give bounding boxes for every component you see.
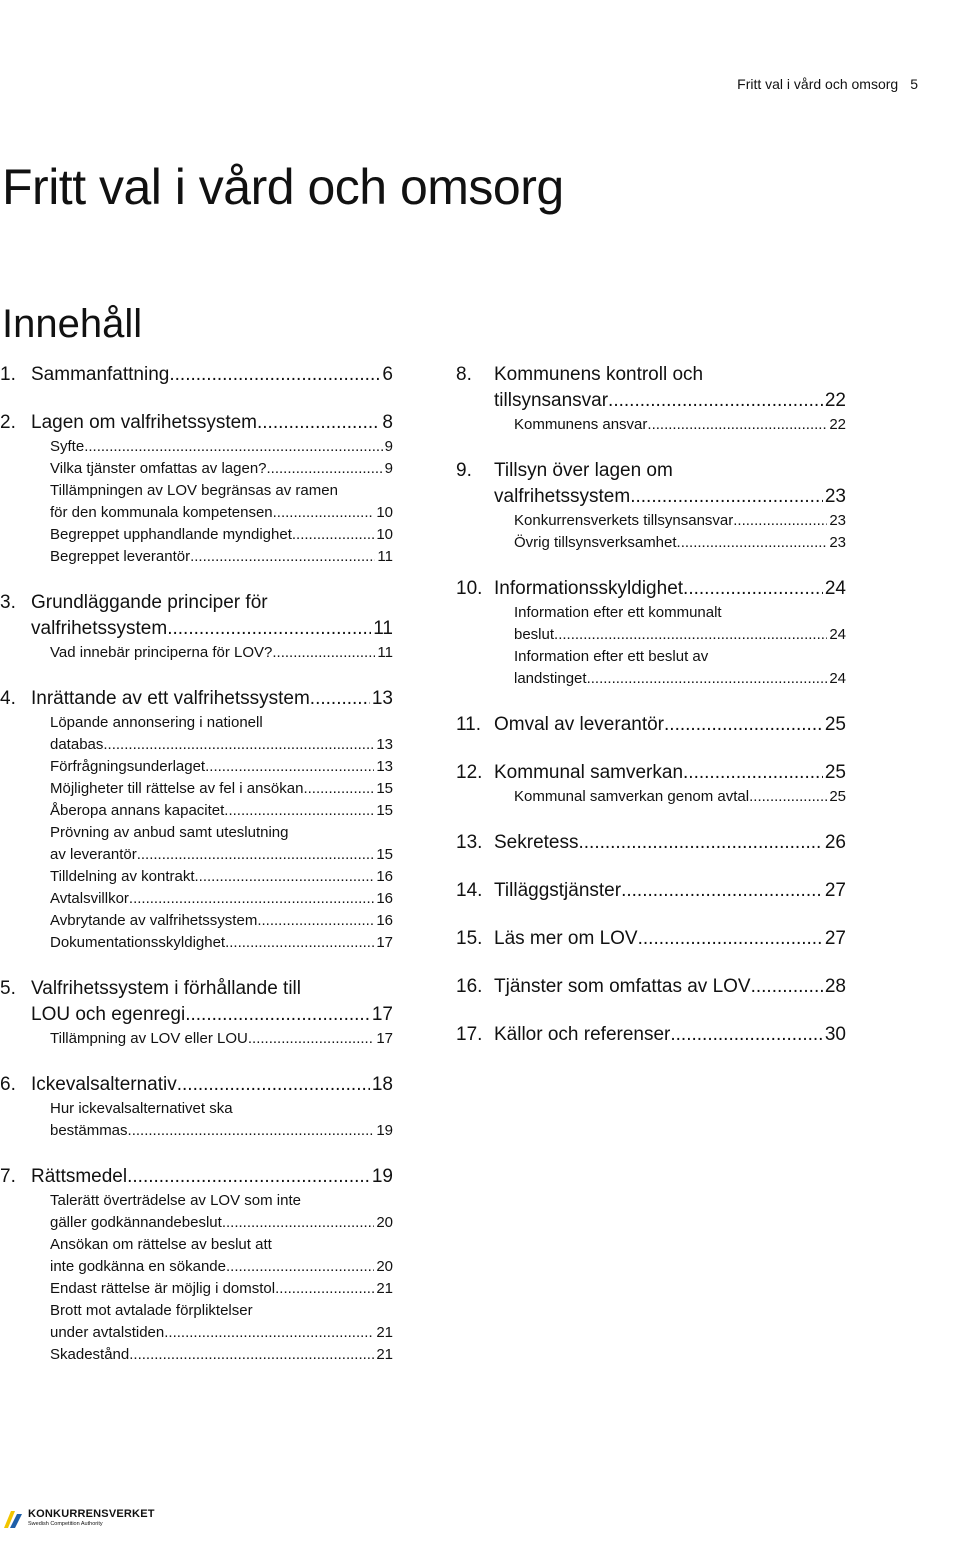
toc-section [456,974,846,1000]
toc-subentry[interactable] [50,932,393,954]
entry-text-line: databas [50,736,104,753]
toc-right-column [456,362,846,1070]
section-number: 11. [456,714,482,735]
section-number: 13. [456,832,483,853]
toc-left-column [0,362,393,1388]
entry-text-line: Brott mot avtalade förpliktelser [50,1302,253,1319]
dot-leader [103,734,374,756]
entry-text-line: Avbrytande av valfrihetssystem [50,912,258,929]
toc-entry[interactable] [31,590,393,642]
dot-leader [273,502,375,524]
entry-text-line: beslut [514,626,555,643]
toc-section [456,830,846,856]
toc-subentry[interactable] [50,1300,393,1344]
toc-section [456,760,846,808]
section-number: 5. [0,978,16,999]
dot-leader [587,668,828,690]
dot-leader [683,760,823,786]
toc-subentries [50,1190,393,1366]
logo-subtitle: Swedish Competition Authority [28,1521,103,1527]
entry-text-line: Läs mer om LOV [494,928,638,949]
entry-text-line: Löpande annonsering i nationell [50,714,263,731]
entry-text-line: Sekretess [494,832,579,853]
entry-text-line: Prövning av anbud samt uteslutning [50,824,289,841]
entry-page-number: 16 [376,868,393,885]
dot-leader [226,1256,374,1278]
entry-text-line: Tilldelning av kontrakt [50,868,195,885]
toc-subentry[interactable] [50,822,393,866]
document-title: Fritt val i vård och omsorg [2,159,564,215]
entry-text-line: Lagen om valfrihetssystem [31,412,257,433]
toc-entry[interactable] [494,458,846,510]
entry-text-line: Hur ickevalsalternativet ska [50,1100,233,1117]
toc-subentry[interactable] [50,910,393,932]
entry-page-number: 30 [824,1024,846,1045]
entry-page-number: 20 [376,1214,393,1231]
toc-subentries [50,642,393,664]
dot-leader [190,546,375,568]
entry-page-number: 25 [824,762,846,783]
entry-text-line: Vad innebär principerna för LOV? [50,644,273,661]
entry-text-line: Informationsskyldighet [494,578,684,599]
toc-entry[interactable] [494,926,846,952]
entry-text-line: Kommunens kontroll och [494,364,704,385]
entry-page-number: 19 [376,1122,393,1139]
entry-page-number: 15 [376,780,393,797]
toc-section [456,878,846,904]
entry-page-number: 13 [376,758,393,775]
toc-subentry[interactable] [514,646,846,690]
toc-entry[interactable] [494,712,846,738]
entry-text-line: Kommunal samverkan [494,762,684,783]
entry-page-number: 21 [376,1346,393,1363]
entry-page-number: 18 [371,1074,393,1095]
toc-section [0,686,393,954]
dot-leader [630,484,823,510]
entry-text-line: valfrihetssystem [31,618,168,639]
section-number: 7. [0,1166,16,1187]
section-number: 17. [456,1024,483,1045]
entry-text-line: Begreppet leverantör [50,548,191,565]
entry-text-line: Rättsmedel [31,1166,128,1187]
entry-text-line: för den kommunala kompetensen [50,504,273,521]
dot-leader [608,388,823,414]
toc-subentry[interactable] [50,480,393,524]
dot-leader [554,624,827,646]
entry-page-number: 21 [376,1324,393,1341]
entry-text-line: Begreppet upphandlande myndighet [50,526,292,543]
toc-entry[interactable] [31,410,393,436]
entry-page-number: 16 [376,890,393,907]
dot-leader [129,888,374,910]
toc-entry[interactable] [494,974,846,1000]
entry-page-number: 24 [824,578,846,599]
toc-subentries [514,510,846,554]
dot-leader [751,974,823,1000]
entry-page-number: 13 [371,688,393,709]
dot-leader [749,786,827,808]
entry-page-number: 27 [824,880,846,901]
toc-subentry[interactable] [50,546,393,568]
toc-section [456,1022,846,1048]
entry-text-line: Skadestånd [50,1346,130,1363]
entry-page-number: 27 [824,928,846,949]
toc-section [0,410,393,568]
toc-subentry[interactable] [50,1190,393,1234]
toc-subentry[interactable] [50,1098,393,1142]
entry-text-line: Syfte [50,438,85,455]
toc-subentries [514,786,846,808]
dot-leader [84,436,382,458]
entry-text-line: Avtalsvillkor [50,890,129,907]
dot-leader [137,844,375,866]
dot-leader [177,1072,370,1098]
entry-text-line: Talerätt överträdelse av LOV som inte [50,1192,301,1209]
entry-page-number: 23 [824,486,846,507]
entry-text-line: LOU och egenregi [31,1004,186,1025]
toc-subentries [50,1028,393,1050]
entry-page-number: 9 [384,438,393,455]
toc-subentries [50,1098,393,1142]
entry-text-line: Information efter ett kommunalt [514,604,722,621]
entry-text-line: Grundläggande principer för [31,592,268,613]
entry-text-line: Tillämpning av LOV eller LOU [50,1030,248,1047]
entry-page-number: 10 [376,526,393,543]
section-number: 16. [456,976,483,997]
toc-subentry[interactable] [50,1278,393,1300]
toc-entry[interactable] [31,686,393,712]
dot-leader [578,830,822,856]
entry-text-line: Inrättande av ett valfrihetssystem [31,688,310,709]
toc-subentry[interactable] [50,436,393,458]
dot-leader [275,1278,374,1300]
entry-page-number: 22 [824,390,846,411]
toc-entry[interactable] [494,830,846,856]
dot-leader [225,932,374,954]
dot-leader [169,362,380,388]
dot-leader [257,910,374,932]
entry-text-line: Åberopa annans kapacitet [50,802,225,819]
entry-page-number: 26 [824,832,846,853]
entry-text-line: Valfrihetssystem i förhållande till [31,978,301,999]
entry-page-number: 10 [376,504,393,521]
entry-text-line: Konkurrensverkets tillsynsansvar [514,512,734,529]
logo-mark-icon [2,1508,24,1530]
entry-page-number: 23 [829,534,846,551]
entry-page-number: 17 [371,1004,393,1025]
logo-name: KONKURRENSVERKET [28,1508,155,1520]
dot-leader [647,414,827,436]
entry-text-line: Tillsyn över lagen om [494,460,673,481]
toc-heading: Innehåll [2,302,143,346]
entry-text-line: tillsynsansvar [494,390,609,411]
entry-page-number: 24 [829,670,846,687]
toc-entry[interactable] [31,1164,393,1190]
toc-section [456,458,846,554]
entry-text-line: Tilläggstjänster [494,880,622,901]
entry-page-number: 16 [376,912,393,929]
toc-section [0,362,393,388]
entry-text-line: bestämmas [50,1122,128,1139]
toc-subentry[interactable] [514,532,846,554]
toc-subentry[interactable] [50,1028,393,1050]
toc-subentry[interactable] [514,786,846,808]
entry-page-number: 8 [382,412,393,433]
dot-leader [638,926,823,952]
toc-section [456,576,846,690]
entry-text-line: av leverantör [50,846,137,863]
entry-text-line: valfrihetssystem [494,486,631,507]
section-number: 2. [0,412,16,433]
dot-leader [670,1022,822,1048]
running-header [737,76,918,92]
entry-text-line: Förfrågningsunderlaget [50,758,206,775]
dot-leader [128,1120,375,1142]
dot-leader [677,532,828,554]
entry-page-number: 15 [376,846,393,863]
entry-text-line: Ansökan om rättelse av beslut att [50,1236,272,1253]
section-number: 14. [456,880,483,901]
entry-page-number: 9 [384,460,393,477]
dot-leader [224,800,374,822]
toc-entry[interactable] [494,362,846,414]
entry-page-number: 11 [377,548,393,565]
dot-leader [195,866,375,888]
entry-text-line: Omval av leverantör [494,714,665,735]
toc-subentry[interactable] [50,712,393,756]
entry-text-line: Övrig tillsynsverksamhet [514,534,677,551]
toc-entry[interactable] [494,760,846,786]
section-number: 15. [456,928,483,949]
entry-page-number: 22 [829,416,846,433]
dot-leader [164,1322,374,1344]
toc-entry[interactable] [31,362,393,388]
konkurrensverket-logo [2,1508,155,1530]
toc-subentries [50,436,393,568]
entry-page-number: 17 [376,1030,393,1047]
dot-leader [127,1164,370,1190]
toc-subentry[interactable] [50,1344,393,1366]
entry-page-number: 11 [377,644,393,661]
section-number: 8. [456,364,472,385]
entry-text-line: Tillämpningen av LOV begränsas av ramen [50,482,338,499]
entry-page-number: 28 [824,976,846,997]
dot-leader [222,1212,375,1234]
dot-leader [167,616,371,642]
entry-text-line: Information efter ett beslut av [514,648,709,665]
section-number: 12. [456,762,483,783]
dot-leader [683,576,823,602]
toc-entry[interactable] [494,576,846,602]
toc-subentry[interactable] [50,458,393,480]
section-number: 4. [0,688,16,709]
dot-leader [267,458,383,480]
entry-page-number: 25 [829,788,846,805]
toc-section [456,712,846,738]
toc-subentry[interactable] [50,866,393,888]
toc-subentry[interactable] [50,888,393,910]
dot-leader [248,1028,374,1050]
dot-leader [185,1002,370,1028]
toc-section [0,1072,393,1142]
toc-subentries [514,602,846,690]
toc-subentries [514,414,846,436]
toc-entry[interactable] [31,976,393,1028]
entry-text-line: inte godkänna en sökande [50,1258,226,1275]
entry-text-line: Ickevalsalternativ [31,1074,177,1095]
entry-page-number: 13 [376,736,393,753]
toc-subentry[interactable] [50,778,393,800]
entry-text-line: Sammanfattning [31,364,170,385]
entry-text-line: Kommunens ansvar [514,416,648,433]
toc-subentry[interactable] [50,800,393,822]
entry-text-line: Tjänster som omfattas av LOV [494,976,751,997]
toc-section [456,362,846,436]
toc-subentry[interactable] [50,1234,393,1278]
section-number: 1. [0,364,16,385]
entry-page-number: 25 [824,714,846,735]
dot-leader [292,524,374,546]
page-number: 5 [910,76,918,92]
toc-section [0,1164,393,1366]
entry-page-number: 24 [829,626,846,643]
entry-text-line: gäller godkännandebeslut [50,1214,222,1231]
toc-subentries [50,712,393,954]
toc-subentry[interactable] [514,602,846,646]
toc-section [0,590,393,664]
entry-text-line: landstinget [514,670,587,687]
entry-page-number: 21 [376,1280,393,1297]
entry-text-line: Vilka tjänster omfattas av lagen? [50,460,267,477]
entry-text-line: under avtalstiden [50,1324,165,1341]
dot-leader [205,756,374,778]
entry-page-number: 23 [829,512,846,529]
toc-entry[interactable] [494,1022,846,1048]
entry-text-line: Kommunal samverkan genom avtal [514,788,750,805]
section-number: 3. [0,592,16,613]
section-number: 10. [456,578,483,599]
entry-page-number: 19 [371,1166,393,1187]
toc-section [456,926,846,952]
toc-subentry[interactable] [50,756,393,778]
section-number: 9. [456,460,472,481]
toc-entry[interactable] [31,1072,393,1098]
dot-leader [303,778,374,800]
entry-page-number: 17 [376,934,393,951]
entry-page-number: 11 [373,618,393,639]
toc-subentry[interactable] [50,524,393,546]
toc-subentry[interactable] [514,510,846,532]
section-number: 6. [0,1074,16,1095]
toc-subentry[interactable] [514,414,846,436]
entry-text-line: Källor och referenser [494,1024,671,1045]
dot-leader [257,410,380,436]
dot-leader [664,712,823,738]
dot-leader [129,1344,374,1366]
toc-subentry[interactable] [50,642,393,664]
dot-leader [310,686,370,712]
entry-text-line: Endast rättelse är möjlig i domstol [50,1280,276,1297]
entry-page-number: 20 [376,1258,393,1275]
toc-entry[interactable] [494,878,846,904]
entry-text-line: Möjligheter till rättelse av fel i ansökan [50,780,304,797]
dot-leader [272,642,375,664]
dot-leader [621,878,823,904]
entry-text-line: Dokumentationsskyldighet [50,934,226,951]
entry-page-number: 15 [376,802,393,819]
dot-leader [733,510,827,532]
running-title: Fritt val i vård och omsorg [737,76,899,92]
entry-page-number: 6 [382,364,393,385]
toc-section [0,976,393,1050]
